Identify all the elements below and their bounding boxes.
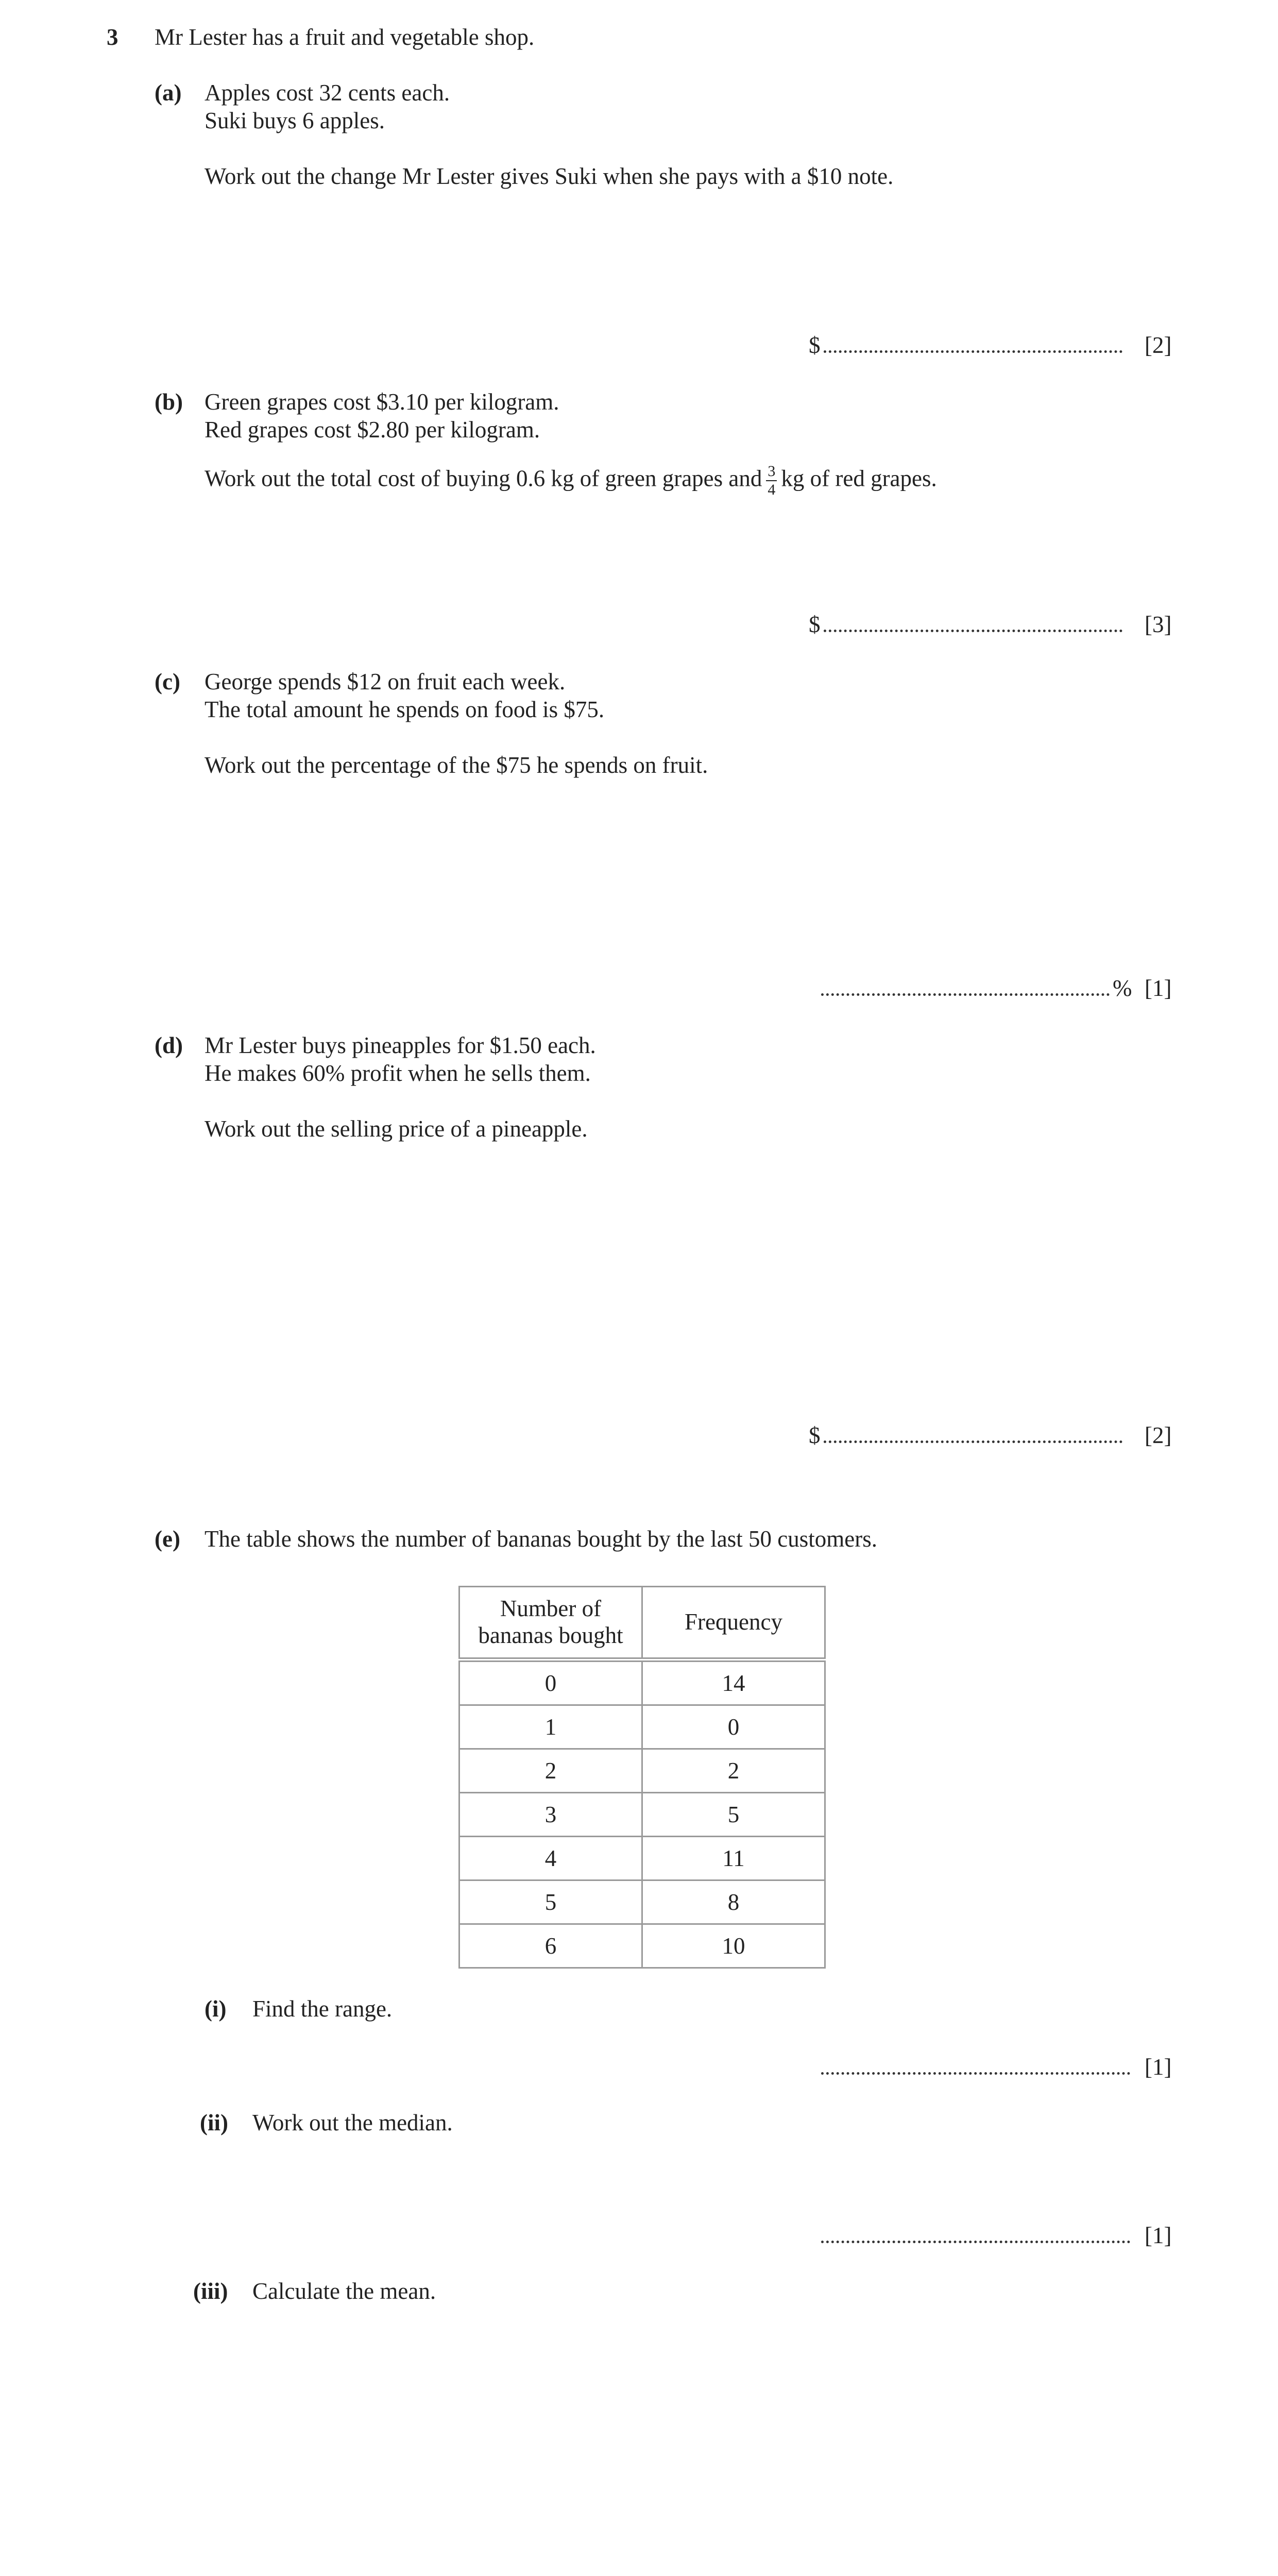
question-number: 3 [107,24,118,50]
answer-dots[interactable] [824,350,1122,353]
table-row [459,1749,825,1793]
answer-dots[interactable] [824,630,1122,632]
part-b-line1: Green grapes cost $3.10 per kilogram. [205,389,559,415]
part-a-answer-line[interactable] [809,331,1126,359]
part-b-label: (b) [155,389,183,415]
cell-bananas: 4 [459,1837,642,1880]
banana-frequency-table [458,1586,826,1969]
answer-currency: $ [809,1422,821,1448]
answer-currency: $ [809,332,821,358]
part-d-marks: [2] [1145,1422,1172,1448]
cell-frequency: 2 [642,1749,825,1793]
answer-dots[interactable] [821,993,1110,996]
cell-frequency: 0 [642,1705,825,1749]
part-e-ii-answer-line[interactable] [821,2222,1133,2249]
fraction-three-quarters: $\frac{3}{4}$ [766,464,777,498]
part-b-answer-line[interactable] [809,611,1126,638]
table-row [459,1924,825,1968]
part-a-task: Work out the change Mr Lester gives Suki when she pays with a $10 note. [205,163,894,189]
table-row [459,1705,825,1749]
answer-currency: $ [809,612,821,637]
table-header-row [459,1587,825,1660]
cell-frequency: 10 [642,1924,825,1968]
part-e-i-label: (i) [205,1996,227,2022]
part-b-task-after: kg of red grapes. [781,465,937,492]
question-intro: Mr Lester has a fruit and vegetable shop. [155,24,535,50]
part-a-label: (a) [155,80,182,106]
part-c-task: Work out the percentage of the $75 he spends on fruit. [205,752,708,778]
part-b-task [205,464,937,498]
header-bananas: Number of bananas bought [459,1587,642,1660]
part-e-intro: The table shows the number of bananas bought by the last 50 customers. [205,1526,877,1552]
part-e-iii-label: (iii) [193,2278,228,2304]
part-d-line2: He makes 60% profit when he sells them. [205,1060,591,1086]
cell-bananas: 1 [459,1705,642,1749]
part-c-answer-line[interactable] [821,974,1132,1002]
header-frequency: Frequency [642,1587,825,1660]
part-c-line1: George spends $12 on fruit each week. [205,669,566,694]
cell-frequency: 5 [642,1793,825,1837]
part-e-i-marks: [1] [1145,2054,1172,2080]
part-e-i-text: Find the range. [252,1996,393,2022]
table-row [459,1793,825,1837]
part-d-line1: Mr Lester buys pineapples for $1.50 each. [205,1032,596,1058]
table-row [459,1880,825,1924]
cell-frequency: 8 [642,1880,825,1924]
part-d-label: (d) [155,1032,183,1058]
cell-bananas: 5 [459,1880,642,1924]
part-e-i-answer-line[interactable] [821,2053,1133,2081]
cell-bananas: 3 [459,1793,642,1837]
cell-bananas: 2 [459,1749,642,1793]
part-b-marks: [3] [1145,612,1172,637]
part-e-iii-text: Calculate the mean. [252,2278,436,2304]
part-a-marks: [2] [1145,332,1172,358]
part-c-label: (c) [155,669,180,694]
part-b-line2: Red grapes cost $2.80 per kilogram. [205,417,540,443]
answer-dots[interactable] [821,2072,1130,2075]
cell-frequency: 14 [642,1660,825,1705]
part-a-line1: Apples cost 32 cents each. [205,80,450,106]
cell-frequency: 11 [642,1837,825,1880]
table-row [459,1837,825,1880]
part-a-line2: Suki buys 6 apples. [205,108,385,133]
part-c-marks: [1] [1145,975,1172,1001]
part-c-line2: The total amount he spends on food is $75. [205,697,605,722]
answer-percent: % [1113,975,1132,1001]
part-d-task: Work out the selling price of a pineapple. [205,1116,588,1142]
part-d-answer-line[interactable] [809,1421,1126,1449]
answer-dots[interactable] [821,2241,1130,2243]
cell-bananas: 0 [459,1660,642,1705]
cell-bananas: 6 [459,1924,642,1968]
part-b-task-before: Work out the total cost of buying 0.6 kg of green grapes and [205,465,762,492]
part-e-ii-label: (ii) [200,2110,228,2136]
part-e-ii-text: Work out the median. [252,2110,453,2136]
table-row [459,1660,825,1705]
part-e-label: (e) [155,1526,180,1552]
part-e-ii-marks: [1] [1145,2223,1172,2248]
answer-dots[interactable] [824,1440,1122,1443]
